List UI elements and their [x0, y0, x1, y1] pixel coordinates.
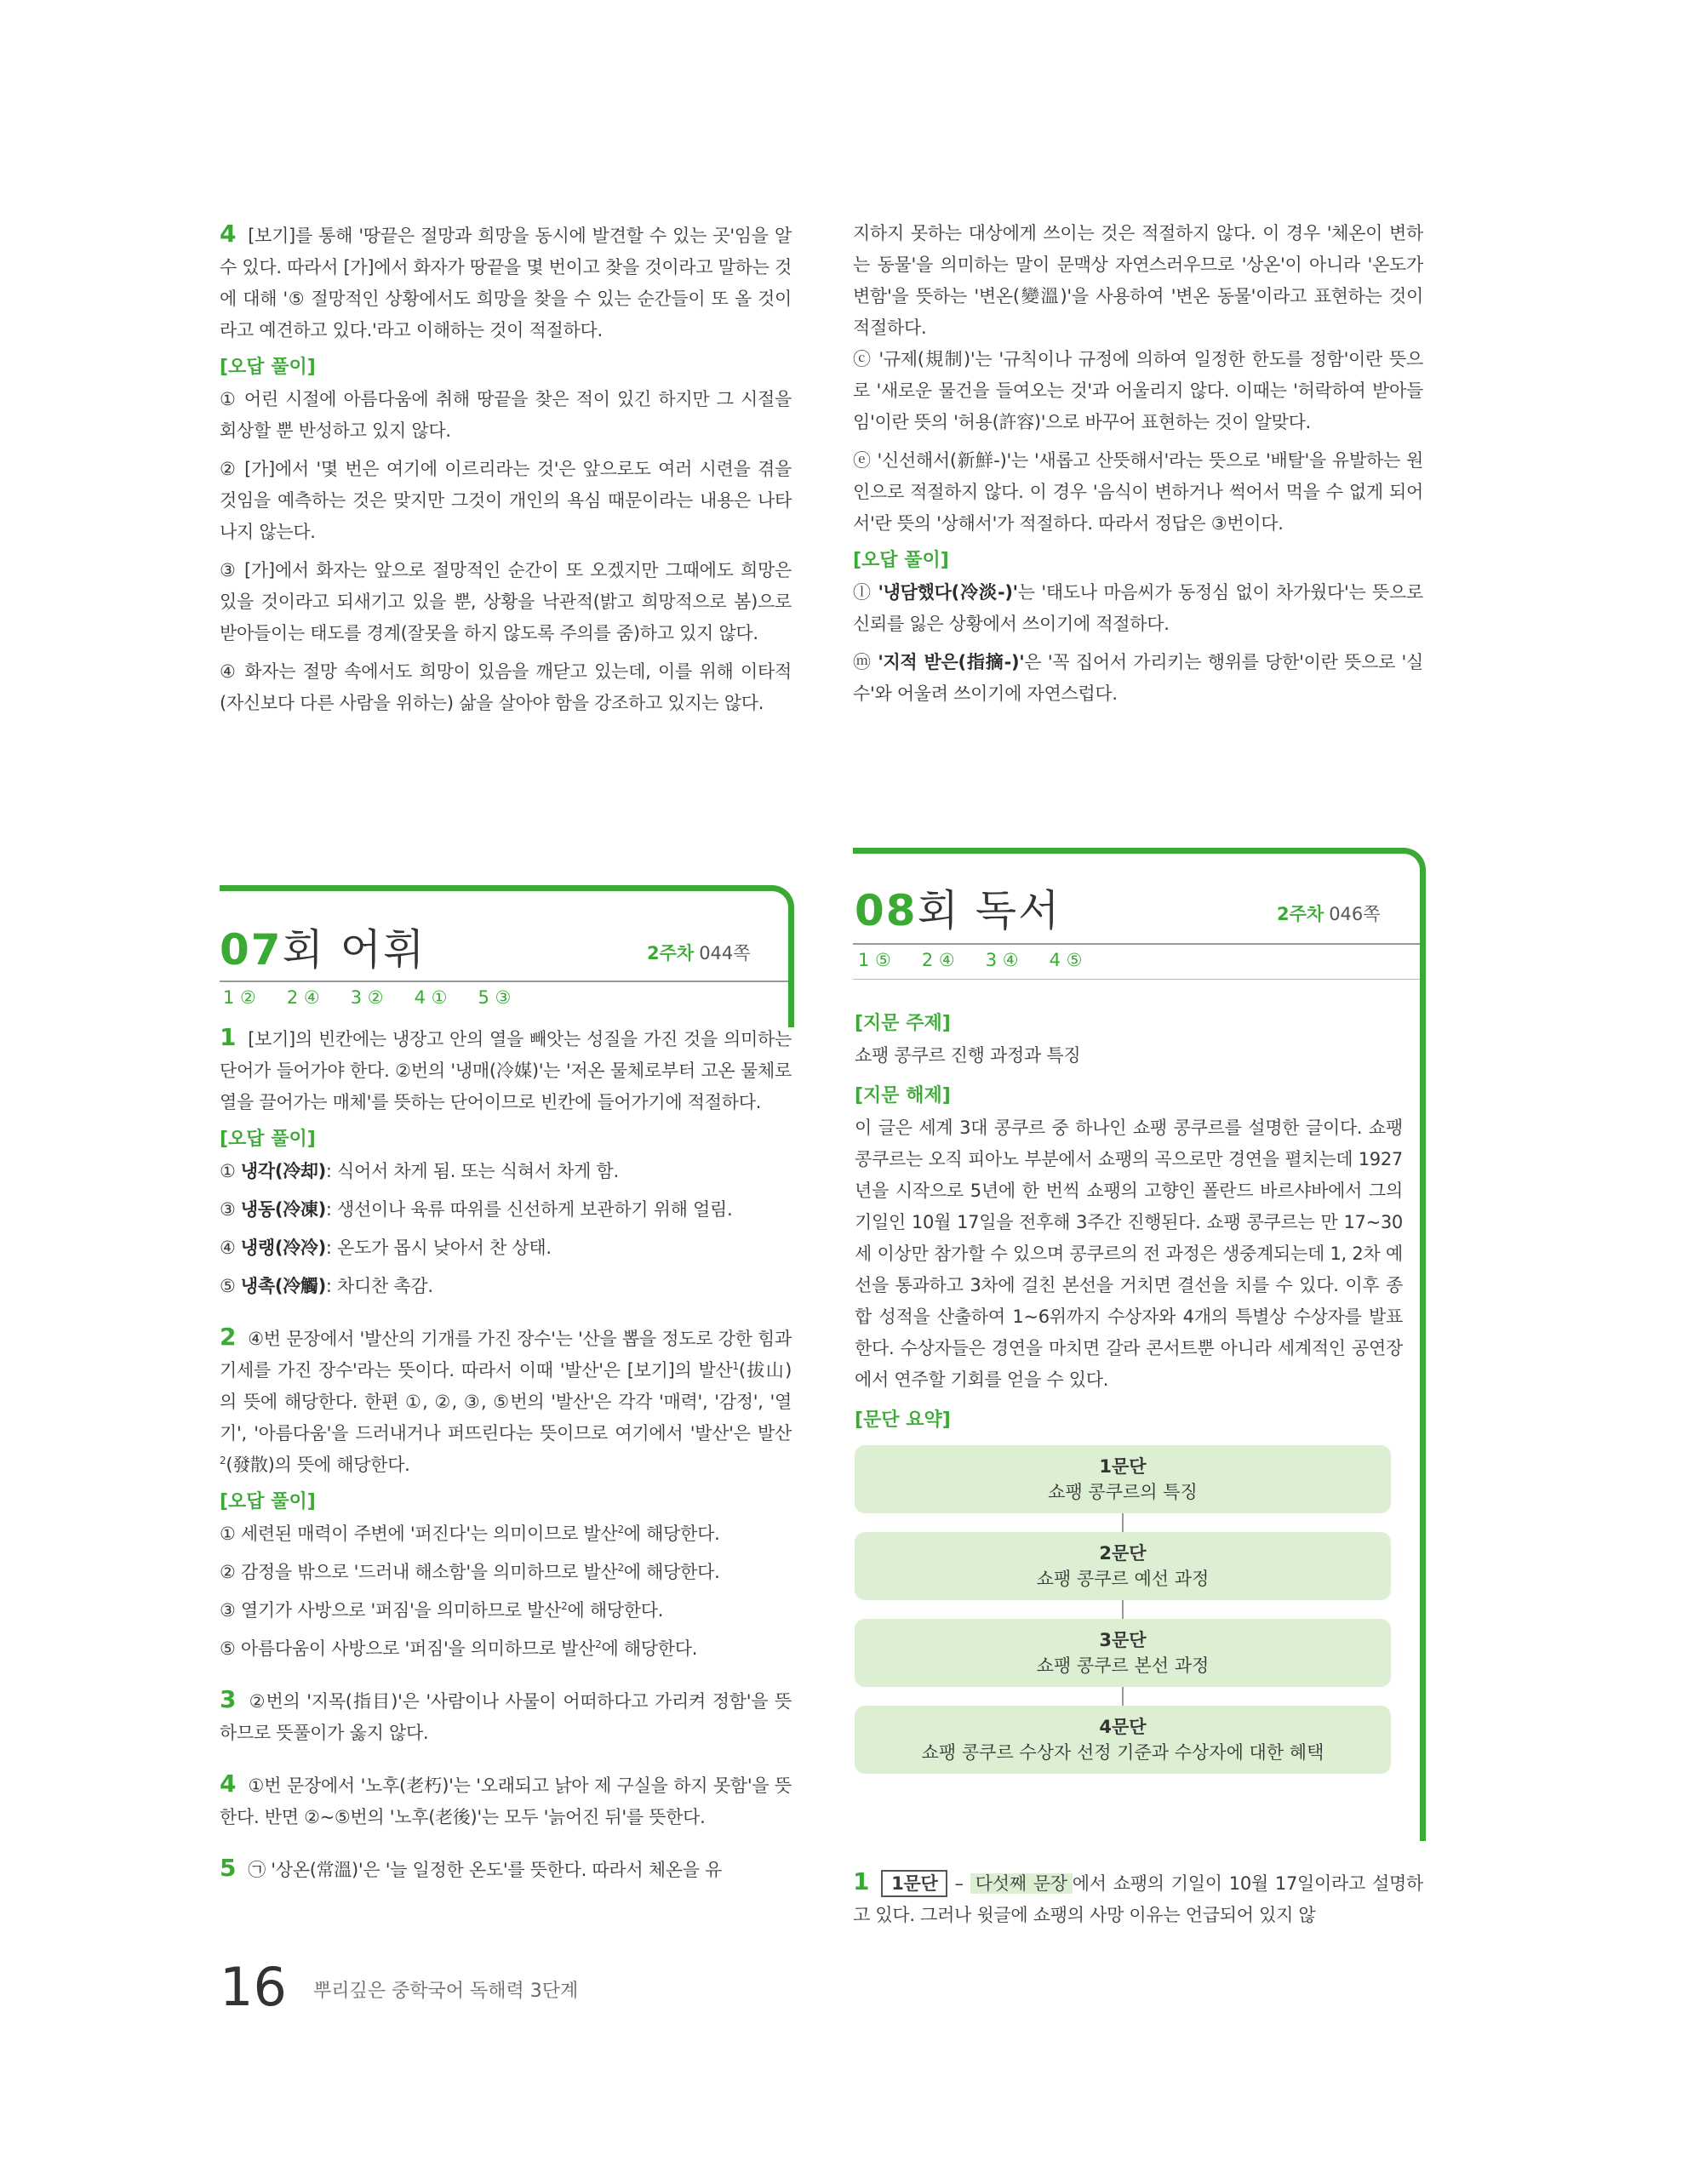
topic-label: [지문 주제] — [855, 1013, 951, 1034]
answer-item: 4 ⑤ — [1049, 950, 1083, 970]
q4-explanation: 4 [보기]를 통해 '땅끝은 절망과 희망을 동시에 발견할 수 있는 곳'임을 알 수 있다. 따라서 [가]에서 화자가 땅끝을 몇 번이고 찾을 것이라고 말하는 것에 대해 '⑤ 절망적인 상황에서도 희망을 찾을 수 있는 순간들이 또 올 것이라고 예견하고 있다.'라고 이해하는 것이 적절하다. — [220, 220, 792, 340]
wrong-answer-label: [오답 풀이] — [220, 1129, 316, 1150]
answer-item: 2 ④ — [921, 950, 955, 970]
wrong-answer-2: ② [가]에서 '몇 번은 여기에 이르리라는 것'은 앞으로도 여러 시련을 겪을 것임을 예측하는 것은 맞지만 그것이 개인의 욕심 때문이라는 내용은 나타나지 않는다. — [220, 459, 792, 542]
connector-line — [1122, 1513, 1124, 1532]
topic-text: 쇼팽 콩쿠르 진행 과정과 특징 — [855, 1045, 1081, 1066]
paragraph-box: 2문단 쇼팽 콩쿠르 예선 과정 — [855, 1532, 1391, 1600]
wrong-answer-3: ③ [가]에서 화자는 앞으로 절망적인 순간이 또 오겠지만 그때에도 희망은 있을 것이라고 되새기고 있을 뿐, 상황을 낙관적(밝고 희망적으로 봄)으로 받아들이는 태도를 경계(잘못을 하지 않도록 주의를 줌)하고 있지 않다. — [220, 560, 792, 643]
explanation-c: ⓒ '규제(規制)'는 '규칙이나 규정에 의하여 일정한 한도를 정함'이란 뜻으로 '새로운 물건을 들여오는 것'과 어울리지 않다. 이때는 '허락하여 받아들임'이란 뜻의 '허용(許容)'으로 바꾸어 표현하는 것이 알맞다. — [853, 349, 1423, 432]
connector-line — [1122, 1600, 1124, 1619]
q2-wrong-2: ② 감정을 밖으로 '드러내 해소함'을 의미하므로 발산$^2$에 해당한다. — [220, 1562, 720, 1582]
analysis-label: [지문 해제] — [855, 1085, 951, 1106]
section-07-page-ref: 2주차 044쪽 — [647, 943, 751, 963]
paragraph-box: 1문단 쇼팽 콩쿠르의 특징 — [855, 1445, 1391, 1513]
connector-line — [1122, 1687, 1124, 1706]
right-top-explanations — [853, 218, 1423, 710]
wrong-answer-label: [오답 풀이] — [220, 357, 316, 378]
q1-wrong-1: ① 냉각(冷却): 식어서 차게 됨. 또는 식혀서 차게 함. — [220, 1161, 619, 1181]
section-08-divider-2 — [853, 979, 1420, 980]
q2-wrong-3: ③ 열기가 사방으로 '퍼짐'을 의미하므로 발산$^2$에 해당한다. — [220, 1600, 664, 1621]
paragraph-box: 4문단 쇼팽 콩쿠르 수상자 선정 기준과 수상자에 대한 혜택 — [855, 1706, 1391, 1774]
section-07-divider — [220, 981, 788, 982]
answer-item: 2 ④ — [286, 987, 320, 1008]
section-08-title: 08회 독서 — [855, 886, 1061, 935]
q5-explanation: 5 ㉠ '상온(常溫)'은 '늘 일정한 온도'를 뜻한다. 따라서 체온을 유 — [220, 1854, 723, 1882]
q2-explanation: 2 ④번 문장에서 '발산의 기개를 가진 장수'는 '산을 뽑을 정도로 강한 힘과 기세를 가진 장수'라는 뜻이다. 따라서 이때 '발산'은 [보기]의 발산$^1$(拔山)의 뜻에 해당한다. 한편 ①, ②, ③, ⑤번의 '발산'은 각각 '매력', '감정', '열기', '아름다움'을 드러내거나 퍼뜨린다는 뜻이므로 여기에서 '발산'은 발산$^2$(發散)의 뜻에 해당한다. — [220, 1323, 792, 1475]
analysis-text: 이 글은 세계 3대 콩쿠르 중 하나인 쇼팽 콩쿠르를 설명한 글이다. 쇼팽 콩쿠르는 오직 피아노 부분에서 쇼팽의 곡으로만 경연을 펼치는데 1927년을 시작으로 5년에 한 번씩 쇼팽의 고향인 폴란드 바르샤바에서 그의 기일인 10월 17일을 전후해 3주간 진행된다. 쇼팽 콩쿠르는 만 17~30세 이상만 참가할 수 있으며 콩쿠르의 전 과정은 생중계되는데 1, 2차 예선을 통과하고 3차에 걸친 본선을 거치면 결선을 치를 수 있다. 이후 종합 성적을 산출하여 1~6위까지 수상자와 4개의 특별상 수상자를 발표한다. 수상자들은 경연을 마치면 갈라 콘서트뿐 아니라 세계적인 공연장에서 연주할 기회를 얻을 수 있다. — [855, 1118, 1403, 1390]
q1-wrong-3: ④ 냉랭(冷冷): 온도가 몹시 낮아서 찬 상태. — [220, 1238, 552, 1258]
highlight: 다섯째 문장 — [970, 1873, 1073, 1894]
summary-label: [문단 요약] — [855, 1409, 951, 1431]
wrong-answer-m: ⓜ '지적 받은(指摘-)'은 '꼭 집어서 가리키는 행위를 당한'이란 뜻으로 '실수'와 어울려 쓰이기에 자연스럽다. — [853, 652, 1424, 704]
answer-item: 1 ② — [223, 987, 256, 1008]
q2-wrong-4: ⑤ 아름다움이 사방으로 '퍼짐'을 의미하므로 발산$^2$에 해당한다. — [220, 1638, 698, 1659]
page-number: 16 — [220, 1956, 287, 2018]
paragraph-summary-flow — [855, 1445, 1391, 1774]
wrong-answer-label: [오답 풀이] — [853, 550, 949, 571]
answer-item: 3 ④ — [985, 950, 1019, 970]
paragraph-box: 3문단 쇼팽 콩쿠르 본선 과정 — [855, 1619, 1391, 1687]
answer-item: 5 ③ — [478, 987, 512, 1008]
section-08-divider — [853, 943, 1420, 945]
question-number: 4 — [220, 220, 237, 248]
paragraph-tag: 1문단 — [881, 1870, 947, 1897]
wrong-answer-1: ① 어린 시절에 아름다움에 취해 땅끝을 찾은 적이 있긴 하지만 그 시절을 회상할 뿐 반성하고 있지 않다. — [220, 389, 792, 441]
wrong-answer-l: ⓛ '냉담했다(冷淡-)'는 '태도나 마음씨가 동정심 없이 차가웠다'는 뜻으로 신뢰를 잃은 상황에서 쓰이기에 적절하다. — [853, 582, 1423, 634]
answer-item: 3 ② — [350, 987, 384, 1008]
section-07-answer-key — [223, 987, 541, 1008]
answer-item: 1 ⑤ — [858, 950, 891, 970]
q1-wrong-4: ⑤ 냉촉(冷觸): 차디찬 촉감. — [220, 1276, 433, 1296]
explanation-e: ⓔ '신선해서(新鮮-)'는 '새롭고 산뜻해서'라는 뜻으로 '배탈'을 유발하는 원인으로 적절하지 않다. 이 경우 '음식이 변하거나 썩어서 먹을 수 없게 되어서'란 뜻의 '상해서'가 적절하다. 따라서 정답은 ③번이다. — [853, 450, 1423, 534]
q3-explanation: 3 ②번의 '지목(指目)'은 '사람이나 사물이 어떠하다고 가리켜 정함'을 뜻하므로 뜻풀이가 옳지 않다. — [220, 1685, 792, 1743]
wrong-answer-label: [오답 풀이] — [220, 1491, 316, 1512]
left-top-explanations — [220, 218, 792, 719]
section-07-title: 07회 어휘 — [220, 925, 426, 975]
section-07-body — [220, 1021, 792, 1886]
q4-explanation: 4 ①번 문장에서 '노후(老朽)'는 '오래되고 낡아 제 구실을 하지 못함'을 뜻한다. 반면 ②~⑤번의 '노후(老後)'는 모두 '늙어진 뒤'를 뜻한다. — [220, 1769, 792, 1827]
q1-explanation: 1 1문단 – 다섯째 문장 에서 쇼팽의 기일이 10월 17일이라고 설명하고 있다. 그러나 윗글에 쇼팽의 사망 이유는 언급되어 있지 않 — [853, 1867, 1423, 1925]
section-08-q1 — [853, 1866, 1423, 1931]
book-title: 뿌리깊은 중학국어 독해력 3단계 — [313, 1981, 579, 2002]
answer-item: 4 ① — [414, 987, 448, 1008]
q2-wrong-1: ① 세련된 매력이 주변에 '퍼진다'는 의미이므로 발산$^2$에 해당한다. — [220, 1524, 720, 1544]
q5-continuation: 지하지 못하는 대상에게 쓰이는 것은 적절하지 않다. 이 경우 '체온이 변하는 동물'을 의미하는 말이 문맥상 자연스러우므로 '상온'이 아니라 '온도가 변함'을 뜻하는 '변온(變溫)'을 사용하여 '변온 동물'이라고 표현하는 것이 적절하다. — [853, 223, 1423, 338]
wrong-answer-4: ④ 화자는 절망 속에서도 희망이 있음을 깨닫고 있는데, 이를 위해 이타적(자신보다 다른 사람을 위하는) 삶을 살아야 함을 강조하고 있지는 않다. — [220, 661, 792, 713]
section-08-page-ref: 2주차 046쪽 — [1277, 904, 1381, 924]
q1-wrong-2: ③ 냉동(冷凍): 생선이나 육류 따위를 신선하게 보관하기 위해 얼림. — [220, 1199, 733, 1220]
q1-explanation: 1 [보기]의 빈칸에는 냉장고 안의 열을 빼앗는 성질을 가진 것을 의미하는 단어가 들어가야 한다. ②번의 '냉매(冷媒)'는 '저온 물체로부터 고온 물체로 열을 끌어가는 매체'를 뜻하는 단어이므로 빈칸에 들어가기에 적절하다. — [220, 1023, 792, 1112]
section-08-answer-key — [858, 950, 1113, 970]
section-08-body — [855, 1003, 1403, 1774]
